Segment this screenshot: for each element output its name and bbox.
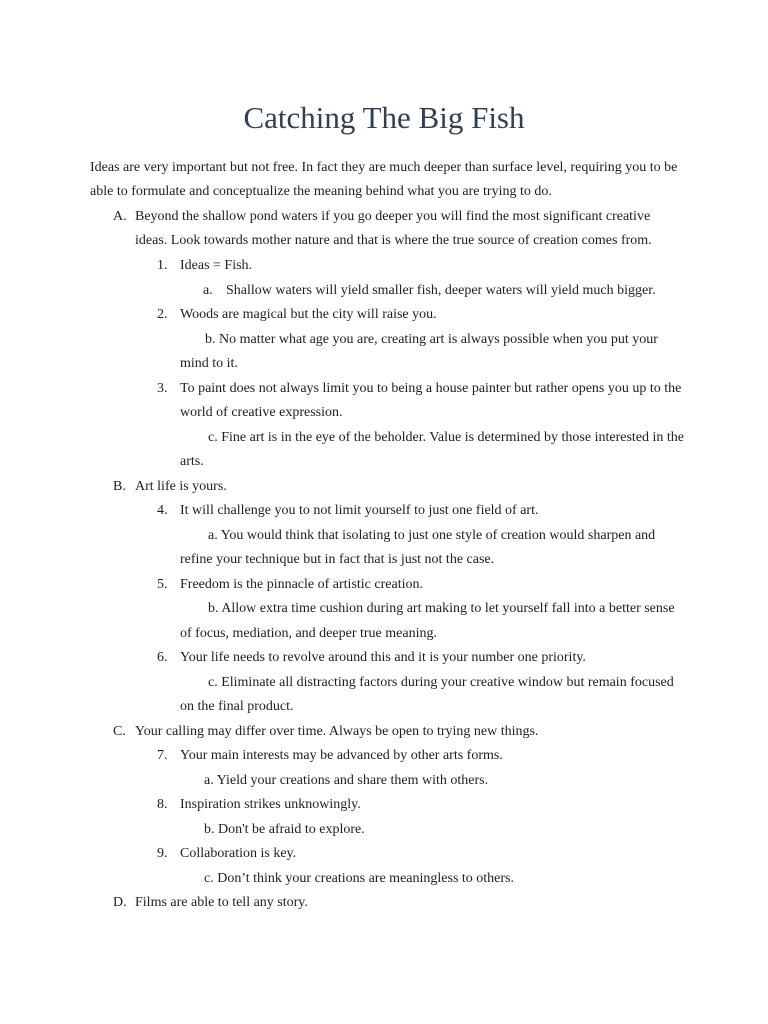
item-5-text: Freedom is the pinnacle of artistic creation. <box>180 577 423 592</box>
item-4-marker: 4. <box>157 503 168 518</box>
item-1-sub-text: Shallow waters will yield smaller fish, deeper waters will yield much bigger. <box>226 283 656 298</box>
item-2-sub-line-2: mind to it. <box>180 356 238 371</box>
item-8-marker: 8. <box>157 797 168 812</box>
item-9-marker: 9. <box>157 846 168 861</box>
section-c-marker: C. <box>113 724 126 739</box>
item-6-sub-line-2: on the final product. <box>180 699 294 714</box>
item-1-marker: 1. <box>157 258 168 273</box>
item-9-text: Collaboration is key. <box>180 846 297 861</box>
item-9-sub: c. Don’t think your creations are meaningless to others. <box>204 871 514 886</box>
item-7-sub: a. Yield your creations and share them with others. <box>204 773 489 788</box>
item-7-text: Your main interests may be advanced by other arts forms. <box>180 748 503 763</box>
item-2-text: Woods are magical but the city will raise you. <box>180 307 437 322</box>
section-a-marker: A. <box>113 209 127 224</box>
item-8-sub: b. Don't be afraid to explore. <box>204 822 365 837</box>
item-4-sub-line-1: a. You would think that isolating to just one style of creation would sharpen and <box>208 528 656 543</box>
section-b-text: Art life is yours. <box>135 479 227 494</box>
section-c-text: Your calling may differ over time. Always be open to trying new things. <box>135 724 539 739</box>
item-5-sub-line-2: of focus, mediation, and deeper true meaning. <box>180 626 437 641</box>
item-2-marker: 2. <box>157 307 168 322</box>
item-8-text: Inspiration strikes unknowingly. <box>180 797 361 812</box>
item-6-sub-line-1: c. Eliminate all distracting factors during your creative window but remain focused <box>208 675 674 690</box>
item-2-sub-line-1: b. No matter what age you are, creating art is always possible when you put your <box>205 332 658 347</box>
item-6-marker: 6. <box>157 650 168 665</box>
item-1-text: Ideas = Fish. <box>180 258 253 273</box>
item-4-sub-line-2: refine your technique but in fact that is just not the case. <box>180 552 495 567</box>
item-5-sub-line-1: b. Allow extra time cushion during art making to let yourself fall into a better sense <box>208 601 675 616</box>
item-7-marker: 7. <box>157 748 168 763</box>
section-a-line-2: ideas. Look towards mother nature and that is where the true source of creation comes from. <box>135 233 652 248</box>
intro-line-2: able to formulate and conceptualize the meaning behind what you are trying to do. <box>90 184 552 199</box>
section-b-marker: B. <box>113 479 126 494</box>
item-3-text-line-1: To paint does not always limit you to being a house painter but rather opens you up to the <box>180 381 682 396</box>
section-a-line-1: Beyond the shallow pond waters if you go deeper you will find the most significant creative <box>135 209 651 224</box>
item-3-sub-line-2: arts. <box>180 454 204 469</box>
section-d-text: Films are able to tell any story. <box>135 895 308 910</box>
item-4-text: It will challenge you to not limit yourself to just one field of art. <box>180 503 539 518</box>
item-6-text: Your life needs to revolve around this and it is your number one priority. <box>180 650 586 665</box>
section-d-marker: D. <box>113 895 127 910</box>
item-3-marker: 3. <box>157 381 168 396</box>
item-1-sub-marker: a. <box>203 283 213 298</box>
item-3-sub-line-1: c. Fine art is in the eye of the beholder. Value is determined by those interested in the <box>208 430 684 445</box>
intro-line-1: Ideas are very important but not free. In fact they are much deeper than surface level, requiring you to be <box>90 160 678 175</box>
item-3-text-line-2: world of creative expression. <box>180 405 343 420</box>
item-5-marker: 5. <box>157 577 168 592</box>
document-title: Catching The Big Fish <box>243 100 525 135</box>
